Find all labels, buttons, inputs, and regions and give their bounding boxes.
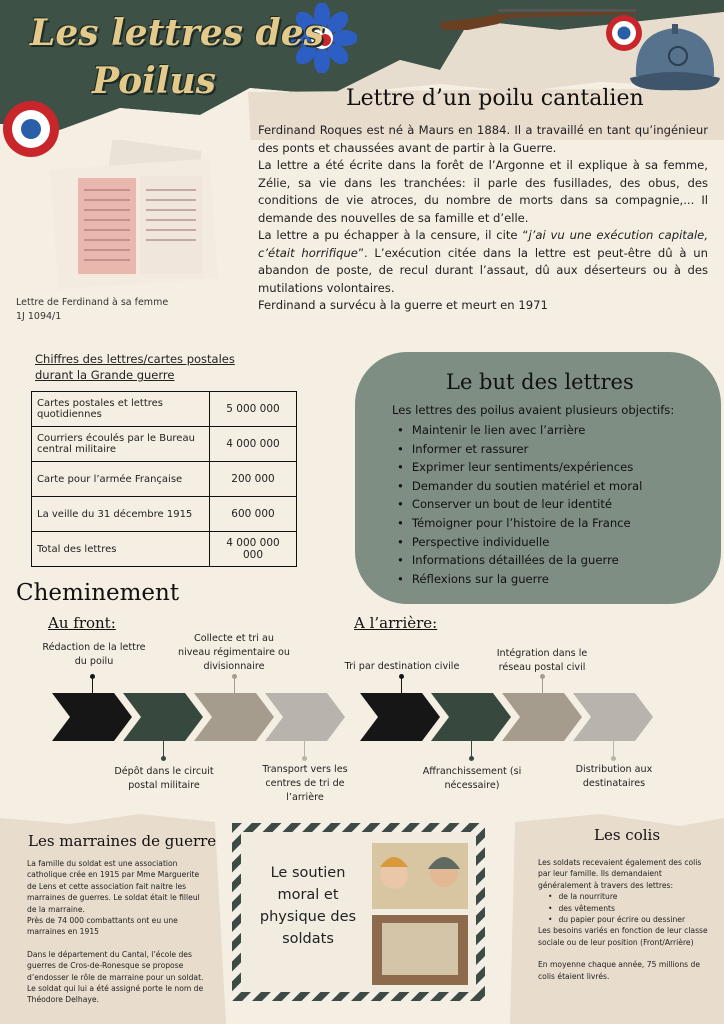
connector-dot (611, 756, 616, 761)
marraines-title: Les marraines de guerre (28, 832, 217, 850)
colis-body: Les soldats recevaient également des colis par leur famille. Ils demandaient généralement à travers des lettres: • de la nourriture • des vêtements • du papier pour écrire ou dessiner Les besoins variés en fonction de leur classe sociale ou de leur position (Front/Arrière) En moyenne chaque année, 75 millions de colis étaient livrés. (538, 857, 710, 982)
arrow-step-5 (360, 693, 440, 741)
arrow-step-8 (573, 693, 653, 741)
arriere-step-3: Intégration dans le réseau postal civil (496, 648, 588, 673)
table-row: Cartes postales et lettres quotidiennes 5 000 000 (32, 392, 297, 427)
lettre-paragraph-4: Ferdinand a survécu à la guerre et meurt en 1971 (258, 298, 548, 312)
soutien-text: Le soutien moral et physique des soldats (259, 865, 357, 947)
but-intro: Les lettres des poilus avaient plusieurs objectifs: (392, 403, 675, 417)
arrow-step-2 (123, 693, 203, 741)
connector-dot (161, 756, 166, 761)
but-list (397, 421, 642, 588)
page-title-line1: Les lettres des (30, 12, 324, 54)
front-step-2: Dépôt dans le circuit postal militaire (114, 766, 214, 791)
arriere-subheading: A l’arrière: (354, 614, 438, 632)
list-item: • Conserver un bout de leur identité (397, 495, 642, 514)
connector-dot (469, 756, 474, 761)
but-title: Le but des lettres (446, 370, 634, 394)
list-item: • Réflexions sur la guerre (397, 570, 642, 589)
list-item: • Demander du soutien matériel et moral (397, 477, 642, 496)
front-step-1: Rédaction de la lettre du poilu (42, 642, 146, 667)
arrow-step-6 (431, 693, 511, 741)
arriere-step-4: Distribution aux destinataires (575, 764, 653, 789)
front-arrows (52, 693, 347, 741)
table-row: La veille du 31 décembre 1915 600 000 (32, 497, 297, 532)
front-subheading: Au front: (48, 614, 116, 632)
list-item: • de la nourriture (548, 891, 710, 902)
list-item: • Informations détaillées de la guerre (397, 551, 642, 570)
list-item: • Témoigner pour l’histoire de la France (397, 514, 642, 533)
connector-dot (232, 674, 237, 679)
arrow-step-1 (52, 693, 132, 741)
connector-dot (302, 756, 307, 761)
photo-caption: Lettre de Ferdinand à sa femme 1J 1094/1 (16, 297, 169, 322)
arrow-step-7 (502, 693, 582, 741)
table-row: Courriers écoulés par le Bureau central militaire 4 000 000 (32, 427, 297, 462)
page-title-line2: Poilus (92, 60, 216, 102)
table-row: Carte pour l’armée Française 200 000 (32, 462, 297, 497)
chiffres-table (31, 391, 297, 567)
list-item: • du papier pour écrire ou dessiner (548, 914, 710, 925)
arriere-step-2: Affranchissement (si nécessaire) (422, 766, 522, 791)
chiffres-title: Chiffres des lettres/cartes postales durant la Grande guerre (35, 352, 235, 382)
arrow-step-3 (194, 693, 274, 741)
lettre-body (258, 122, 708, 315)
list-item: • Informer et rassurer (397, 440, 642, 459)
marraines-body: La famille du soldat est une association catholique crée en 1915 par Mme Marguerite de Lens et cette association fait naitre les marraines de guerres. Le soldat était le filleul de la marraine. Près de 74 000 combattants ont eu une marraines en 1915 Dans le département du Cantal, l’école des guerres de Cros-de-Ronesque se propose d’endosser le rôle de marraine pour un soldat. Le soldat qui lui a été assigné porte le nom de Théodore Delhaye. (27, 859, 204, 1005)
lettre-title: Lettre d’un poilu cantalien (346, 86, 644, 111)
connector-dot (90, 674, 95, 679)
front-step-4: Transport vers les centres de tri de l’arrière (262, 764, 348, 803)
lettre-paragraph-3: La lettre a pu échapper à la censure, il cite “j’ai vu une exécution capitale, c’était horrifique”. L’exécution citée dans la lettre est peut-être dû à un abandon de poste, de recul durant l’assaut, dû aux déserteurs ou à des mutilations volontaires. (258, 228, 708, 295)
lettre-quote: j’ai vu une exécution capitale, c’était horrifique (258, 228, 708, 260)
colis-list (538, 891, 710, 925)
list-item: • Maintenir le lien avec l’arrière (397, 421, 642, 440)
arrow-step-4 (265, 693, 345, 741)
front-step-3: Collecte et tri au niveau régimentaire ou divisionnaire (178, 633, 290, 672)
arriere-arrows (360, 693, 655, 741)
list-item: • des vêtements (548, 903, 710, 914)
arriere-step-1: Tri par destination civile (344, 661, 460, 672)
lettre-paragraph-2: La lettre a été écrite dans la forêt de l’Argonne et il explique à sa femme, Zélie, sa vie dans les tranchées: il parle des fusillades, des obus, des conditions de vie atroces, du nombre de morts dans sa compagnie,... Il demande des nouvelles de sa famille et d’elle. (258, 158, 708, 225)
letter-photo (50, 140, 230, 295)
connector-dot (399, 674, 404, 679)
cheminement-title: Cheminement (16, 580, 180, 606)
lettre-paragraph-1: Ferdinand Roques est né à Maurs en 1884. Il a travaillé en tant qu’ingénieur des ponts et chaussées avant de partir à la Guerre. (258, 123, 708, 155)
table-row: Total des lettres 4 000 000 000 (32, 532, 297, 567)
list-item: • Exprimer leur sentiments/expériences (397, 458, 642, 477)
list-item: • Perspective individuelle (397, 533, 642, 552)
colis-title: Les colis (594, 826, 661, 844)
helmet-icon (628, 12, 722, 96)
